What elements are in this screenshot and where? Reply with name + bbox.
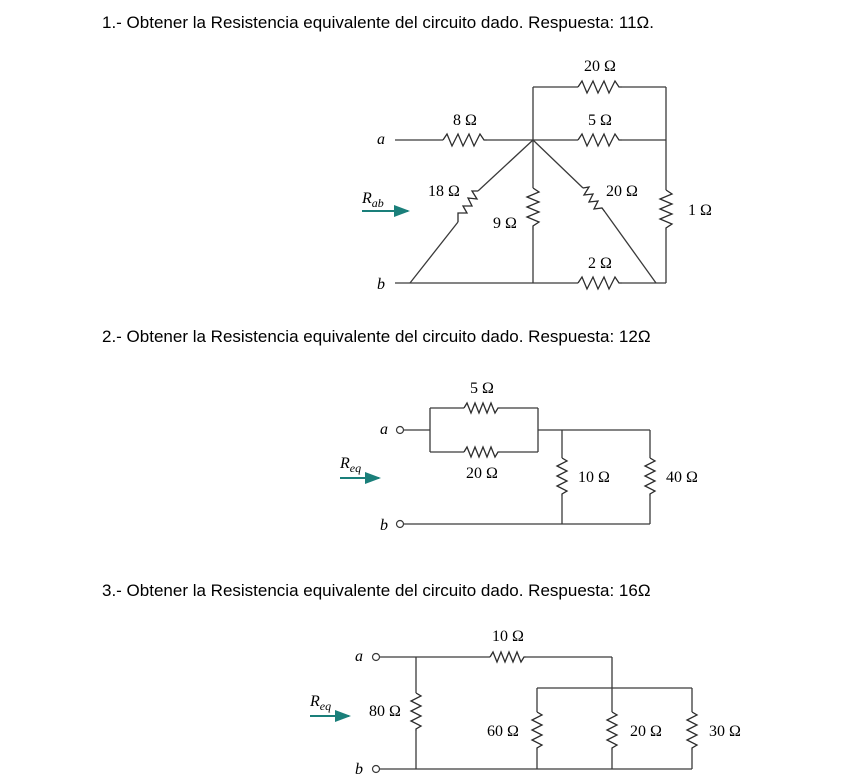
label-80: 80 Ω xyxy=(369,703,401,720)
label-2: 2 Ω xyxy=(588,255,612,272)
label-20-top: 20 Ω xyxy=(584,58,616,75)
label-5: 5 Ω xyxy=(470,380,494,397)
label-20-diag: 20 Ω xyxy=(606,183,638,200)
label-20: 20 Ω xyxy=(630,723,662,740)
node-a-label: a xyxy=(380,421,388,438)
resistor-80 xyxy=(411,693,421,731)
resistor-20 xyxy=(607,712,617,750)
node-a-label: a xyxy=(355,648,363,665)
resistor-60 xyxy=(532,712,542,750)
label-10: 10 Ω xyxy=(492,628,524,645)
problem-1-statement: 1.- Obtener la Resistencia equivalente del circuito dado. Respuesta: 11Ω. xyxy=(102,13,654,32)
resistor-10 xyxy=(490,652,526,662)
label-40: 40 Ω xyxy=(666,469,698,486)
label-9: 9 Ω xyxy=(493,215,517,232)
label-5: 5 Ω xyxy=(588,112,612,129)
label-60: 60 Ω xyxy=(487,723,519,740)
r-eq-label: $R_{eq}$ xyxy=(310,693,332,713)
label-18: 18 Ω xyxy=(428,183,460,200)
problem-3-statement: 3.- Obtener la Resistencia equivalente del circuito dado. Respuesta: 16Ω xyxy=(102,581,651,600)
node-b-label: b xyxy=(377,276,385,293)
r-eq-label: $R_{eq}$ xyxy=(340,455,362,475)
resistor-30 xyxy=(687,712,697,750)
label-8: 8 Ω xyxy=(453,112,477,129)
label-1: 1 Ω xyxy=(688,202,712,219)
problem-2-statement: 2.- Obtener la Resistencia equivalente del circuito dado. Respuesta: 12Ω xyxy=(102,327,651,346)
terminal-b xyxy=(373,766,380,773)
node-b-label: b xyxy=(355,761,363,778)
label-20: 20 Ω xyxy=(466,465,498,482)
node-a-label: a xyxy=(377,131,385,148)
terminal-a xyxy=(373,654,380,661)
label-10: 10 Ω xyxy=(578,469,610,486)
label-30: 30 Ω xyxy=(709,723,741,740)
r-ab-label: $R_{ab}$ xyxy=(362,190,384,210)
node-b-label: b xyxy=(380,517,388,534)
